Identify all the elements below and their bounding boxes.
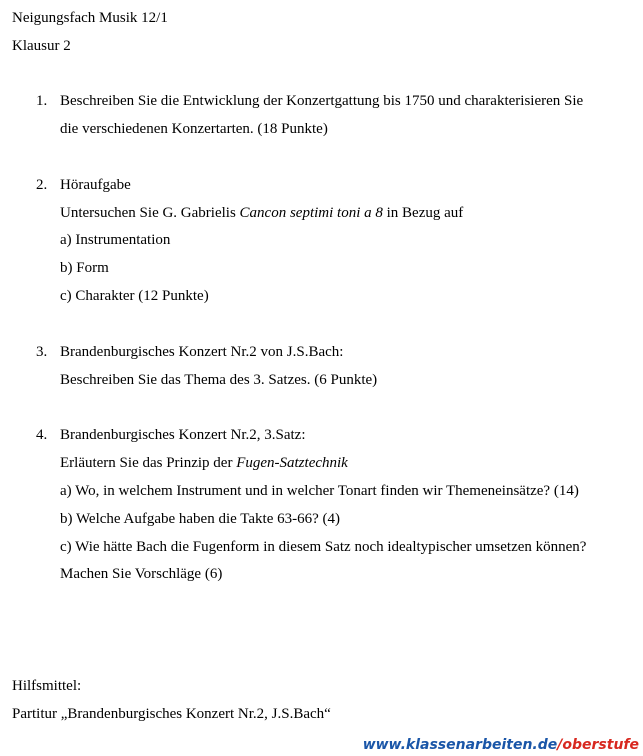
task-number: 4. <box>36 427 48 443</box>
task-number: 1. <box>36 93 48 109</box>
task-intro: Untersuchen Sie G. Gabrielis Cancon septimi toni a 8 in Bezug auf <box>60 205 464 221</box>
subtask: c) Wie hätte Bach die Fugenform in diesem Satz noch idealtypischer umsetzen können? <box>60 539 587 555</box>
aids-text: Partitur „Brandenburgisches Konzert Nr.2, J.S.Bach“ <box>12 706 331 722</box>
task-text: die verschiedenen Konzertarten. (18 Punkte) <box>60 121 328 137</box>
task-text: Brandenburgisches Konzert Nr.2 von J.S.Bach: <box>60 344 344 360</box>
site-logo: www.klassenarbeiten.de/oberstufe <box>362 737 639 753</box>
subtask: a) Instrumentation <box>60 232 171 248</box>
task-number: 2. <box>36 177 48 193</box>
task-number: 3. <box>36 344 48 360</box>
course-title: Neigungsfach Musik 12/1 <box>12 10 168 26</box>
subtask: Machen Sie Vorschläge (6) <box>60 566 223 582</box>
technique-term: Fugen-Satztechnik <box>236 455 348 471</box>
subtask: a) Wo, in welchem Instrument und in welcher Tonart finden wir Themeneinsätze? (14) <box>60 483 579 499</box>
subtask: c) Charakter (12 Punkte) <box>60 288 209 304</box>
aids-label: Hilfsmittel: <box>12 678 82 694</box>
subtask: b) Form <box>60 260 109 276</box>
subtask: b) Welche Aufgabe haben die Takte 63-66? (4) <box>60 511 340 527</box>
task-intro: Erläutern Sie das Prinzip der Fugen-Satztechnik <box>60 455 348 471</box>
exam-title: Klausur 2 <box>12 38 71 54</box>
task-title: Brandenburgisches Konzert Nr.2, 3.Satz: <box>60 427 306 443</box>
task-text: Beschreiben Sie die Entwicklung der Konzertgattung bis 1750 und charakterisieren Sie <box>60 93 584 109</box>
task-title: Höraufgabe <box>60 177 131 193</box>
piece-title: Cancon septimi toni a 8 <box>239 205 383 221</box>
task-text: Beschreiben Sie das Thema des 3. Satzes. (6 Punkte) <box>60 372 378 388</box>
